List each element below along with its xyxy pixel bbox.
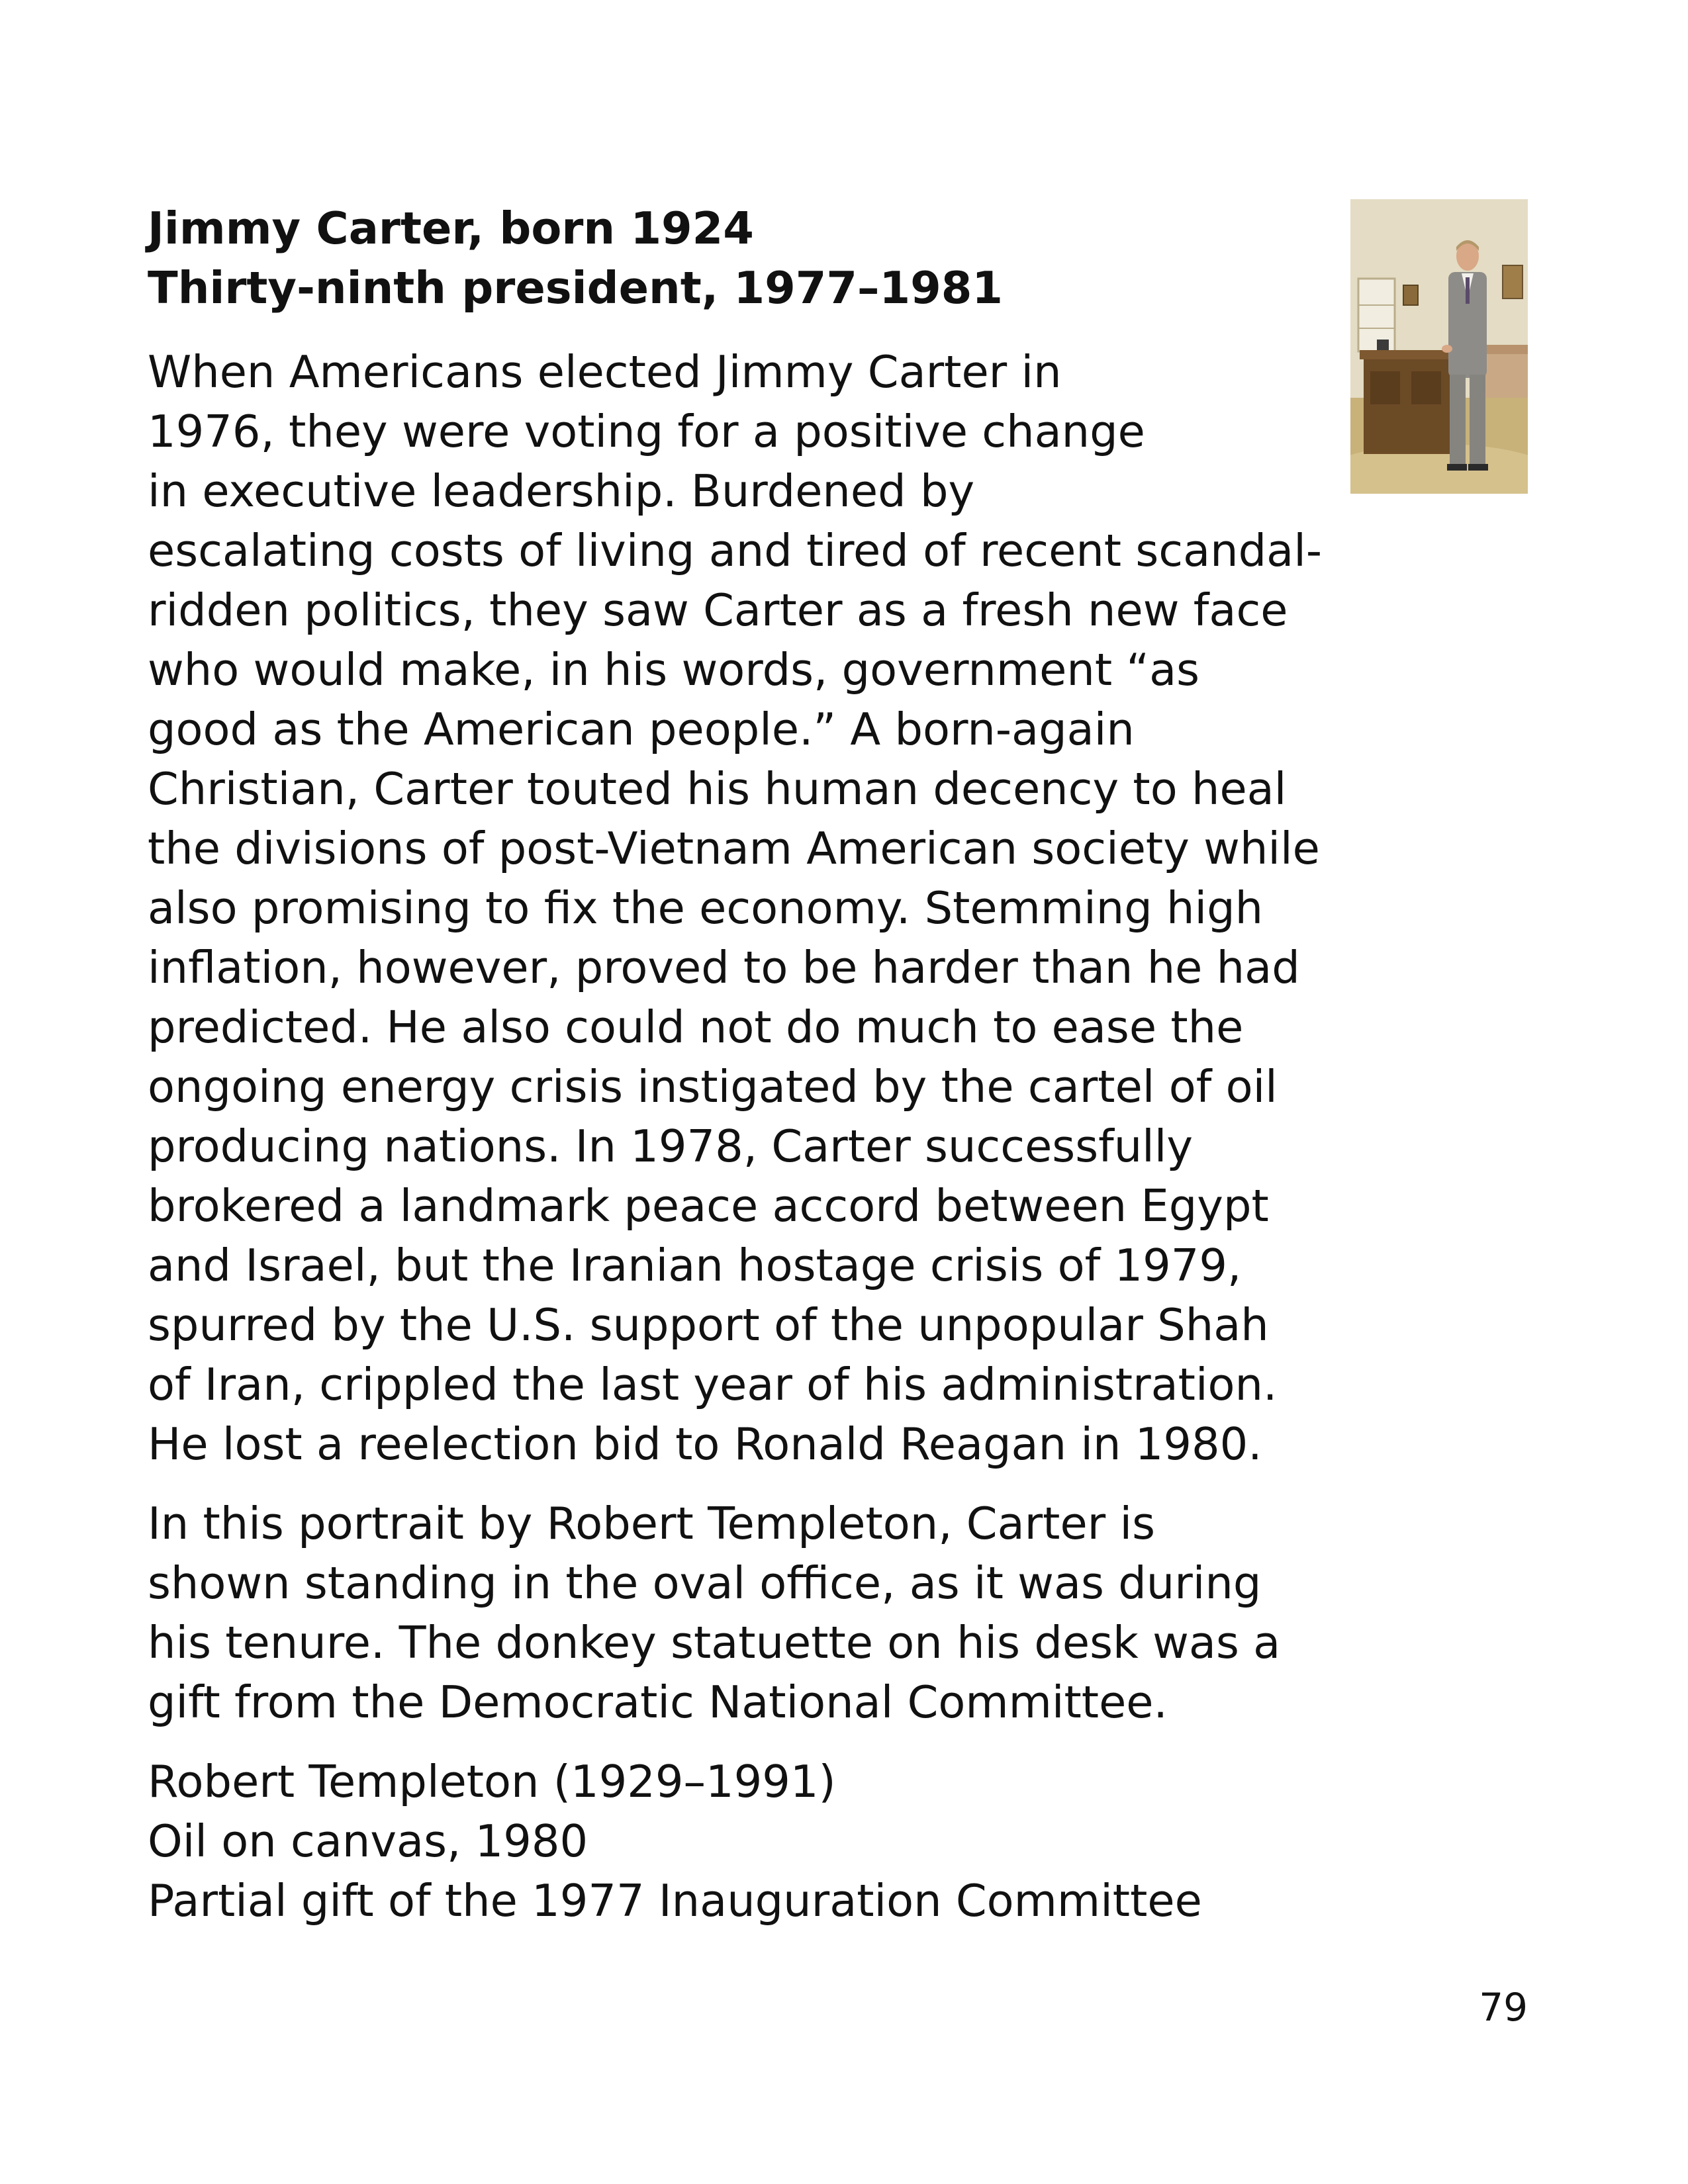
text-line: When Americans elected Jimmy Carter in	[148, 346, 1062, 398]
text-line: also promising to fix the economy. Stemming high	[148, 882, 1264, 934]
text-line: of Iran, crippled the last year of his administration.	[148, 1359, 1278, 1410]
text-line: the divisions of post-Vietnam American society while	[148, 823, 1320, 874]
text-line: Christian, Carter touted his human decency to heal	[148, 763, 1287, 815]
text-line: predicted. He also could not do much to ease the	[148, 1001, 1244, 1053]
title-line-office: Thirty-ninth president, 1977–1981	[148, 262, 1003, 314]
text-line: He lost a reelection bid to Ronald Reagan in 1980.	[148, 1418, 1262, 1470]
text-line: escalating costs of living and tired of recent scandal-	[148, 525, 1322, 576]
text-line: spurred by the U.S. support of the unpopular Shah	[148, 1299, 1269, 1351]
text-line: gift from the Democratic National Committee.	[148, 1676, 1168, 1728]
text-line: his tenure. The donkey statuette on his desk was a	[148, 1617, 1281, 1668]
text-line: good as the American people.” A born-again	[148, 704, 1135, 755]
portrait-description-paragraph	[148, 1494, 1538, 1732]
text-line: and Israel, but the Iranian hostage crisis of 1979,	[148, 1240, 1242, 1291]
credit-source: Partial gift of the 1977 Inauguration Committee	[148, 1875, 1202, 1927]
text-line: brokered a landmark peace accord between Egypt	[148, 1180, 1269, 1232]
title-line-name: Jimmy Carter, born 1924	[148, 203, 754, 254]
text-line: ongoing energy crisis instigated by the cartel of oil	[148, 1061, 1278, 1113]
artwork-credits	[148, 1752, 1538, 1931]
text-line: 1976, they were voting for a positive change	[148, 406, 1145, 457]
credit-artist: Robert Templeton (1929–1991)	[148, 1756, 836, 1807]
page-number: 79	[1479, 1985, 1528, 2030]
text-line: ridden politics, they saw Carter as a fresh new face	[148, 584, 1288, 636]
text-line: shown standing in the oval office, as it was during	[148, 1557, 1262, 1609]
credit-medium: Oil on canvas, 1980	[148, 1815, 588, 1867]
biography-paragraph	[148, 342, 1538, 1474]
page-title	[148, 199, 1306, 318]
text-line: producing nations. In 1978, Carter successfully	[148, 1120, 1194, 1172]
text-line: in executive leadership. Burdened by	[148, 465, 975, 517]
article-body	[148, 342, 1538, 1931]
text-line: who would make, in his words, government “as	[148, 644, 1200, 696]
text-line: In this portrait by Robert Templeton, Carter is	[148, 1498, 1156, 1549]
text-line: inflation, however, proved to be harder than he had	[148, 942, 1300, 993]
